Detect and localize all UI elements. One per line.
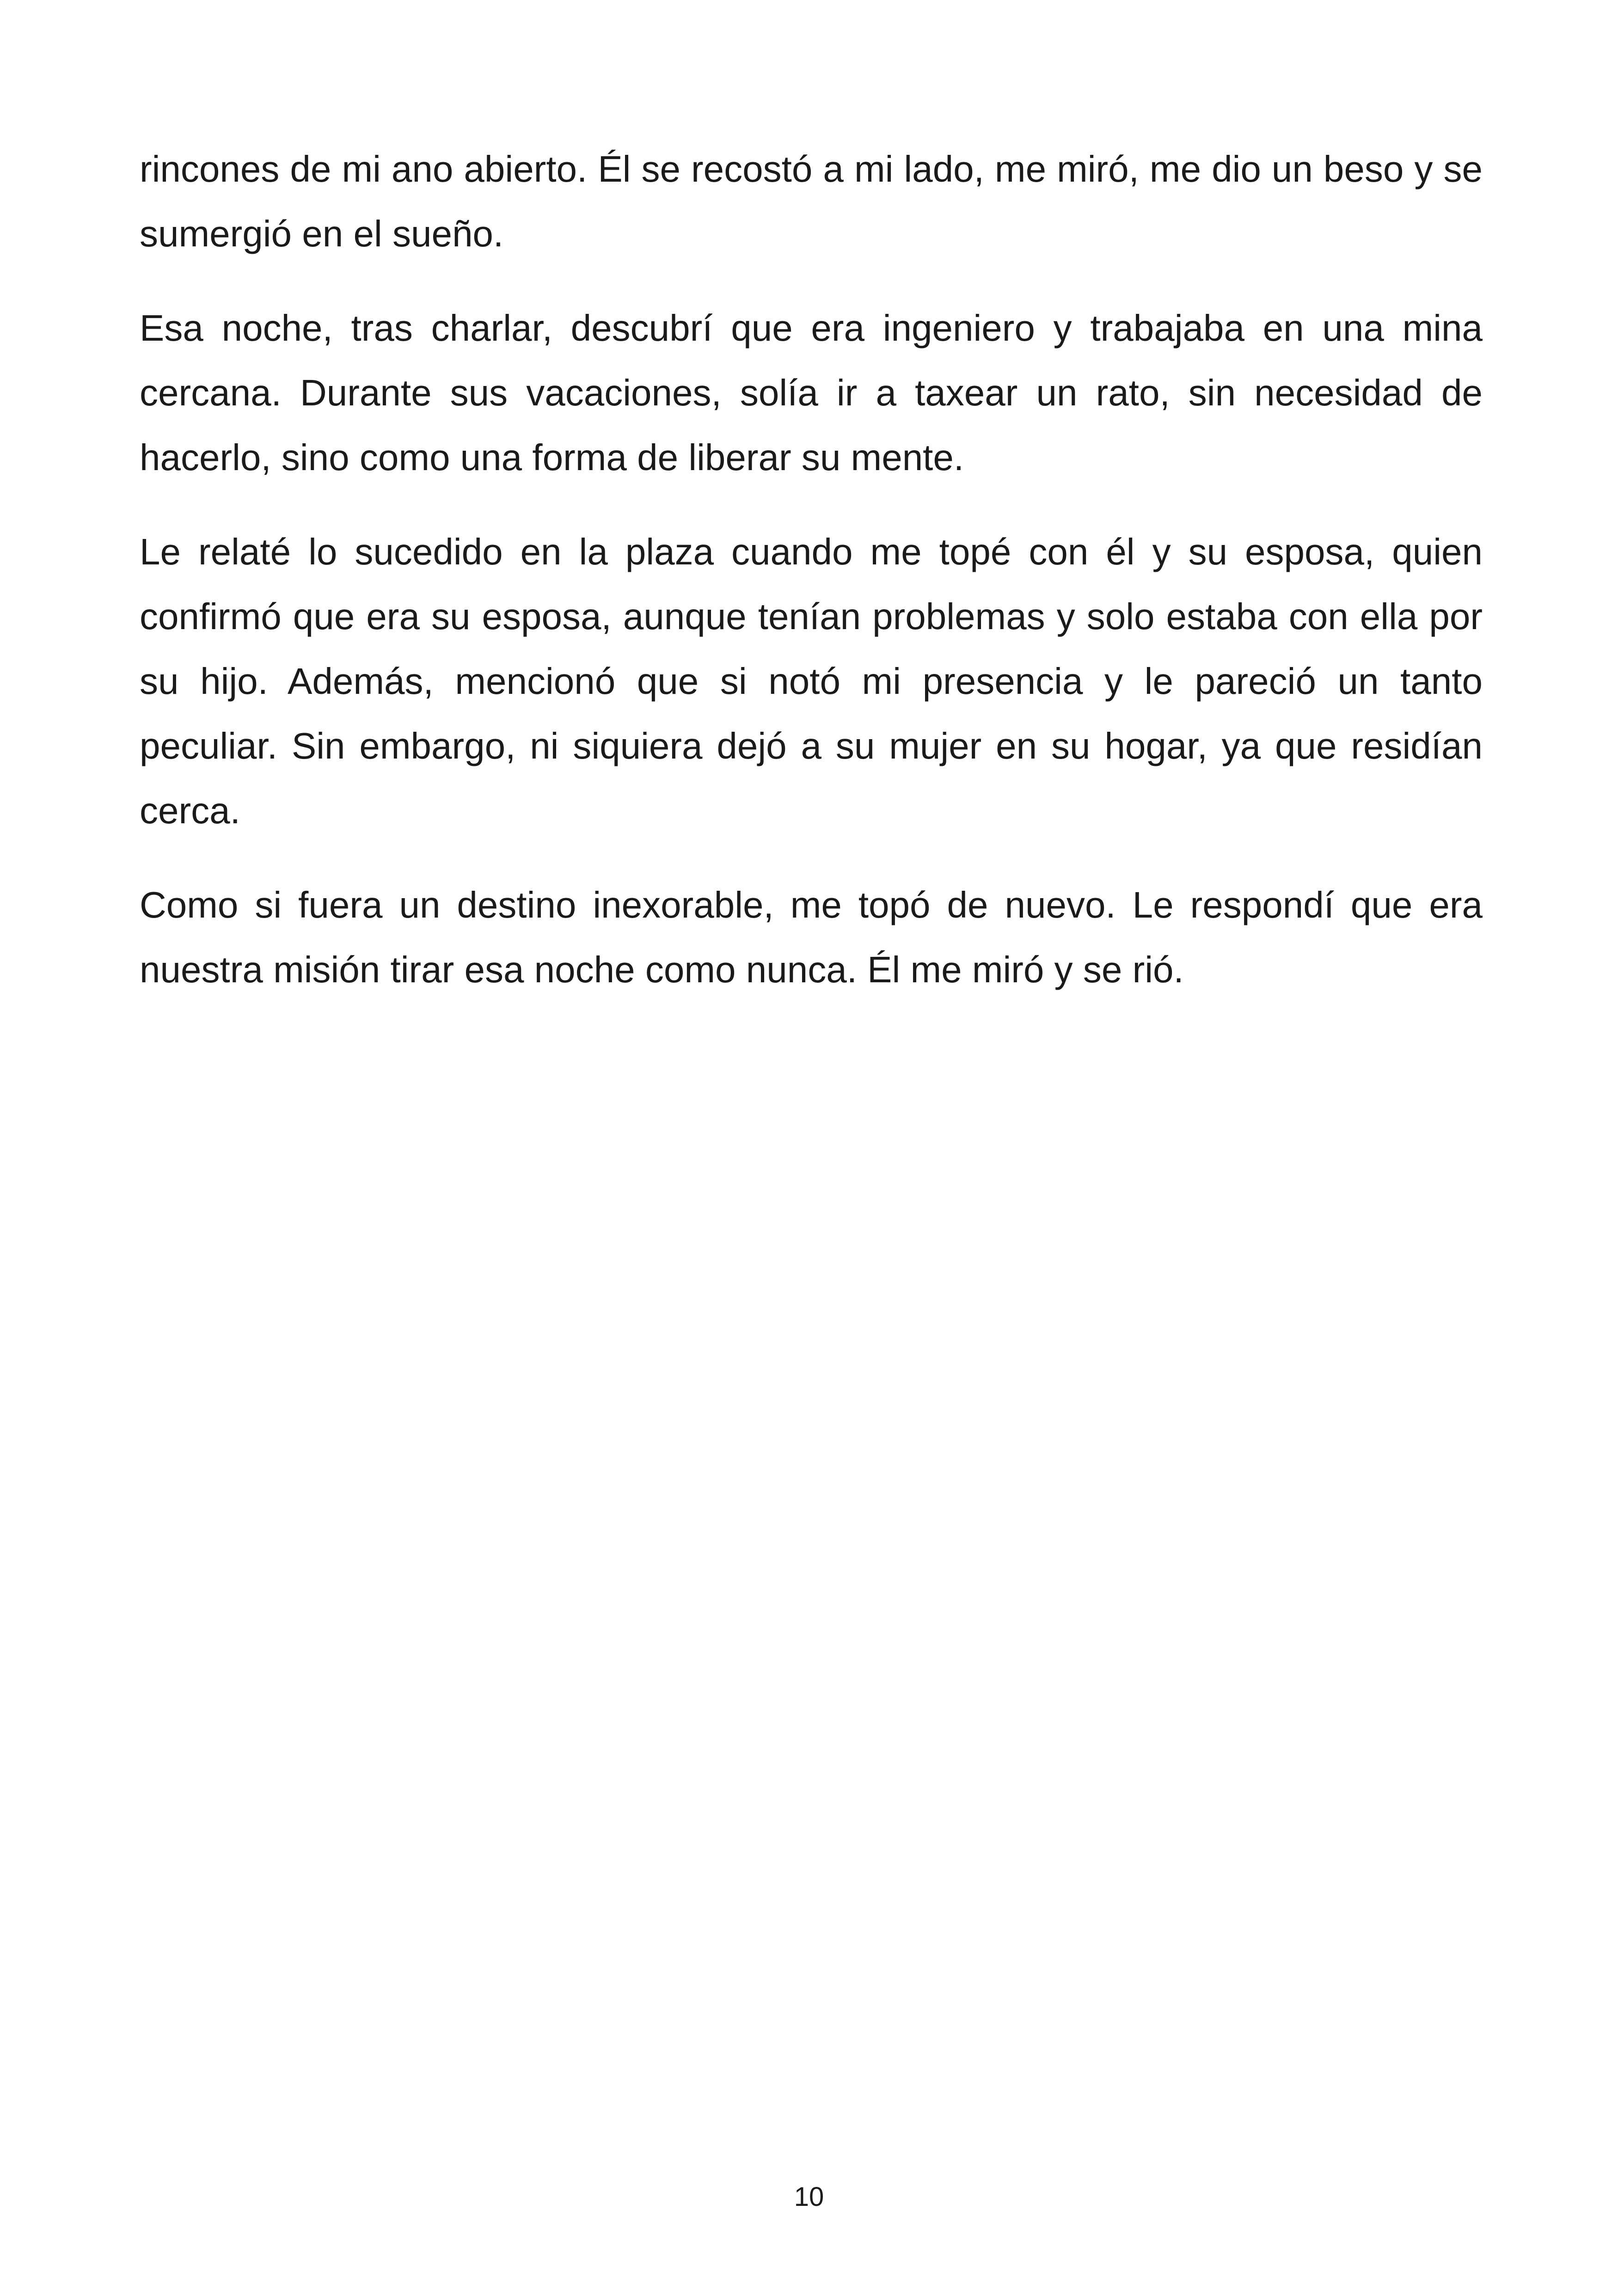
body-text bbox=[140, 137, 1483, 1032]
paragraph-1: rincones de mi ano abierto. Él se recostó a mi lado, me miró, me dio un beso y se sumergió en el sueño. bbox=[140, 148, 1483, 254]
page-number: 10 bbox=[794, 2182, 824, 2212]
paragraph-3: Le relaté lo sucedido en la plaza cuando me topé con él y su esposa, quien confirmó que era su esposa, aunque tenían problemas y solo estaba con ella por su hijo. Además, mencionó que si notó mi presencia y le pareció un tanto peculiar. Sin embargo, ni siquiera dejó a su mujer en su hogar, ya que residían cerca. bbox=[140, 531, 1483, 831]
paragraph-4: Como si fuera un destino inexorable, me topó de nuevo. Le respondí que era nuestra misión tirar esa noche como nunca. Él me miró y se rió. bbox=[140, 884, 1483, 990]
paragraph-2: Esa noche, tras charlar, descubrí que era ingeniero y trabajaba en una mina cercana. Durante sus vacaciones, solía ir a taxear un rato, sin necesidad de hacerlo, sino como una forma de liberar su mente. bbox=[140, 307, 1483, 478]
